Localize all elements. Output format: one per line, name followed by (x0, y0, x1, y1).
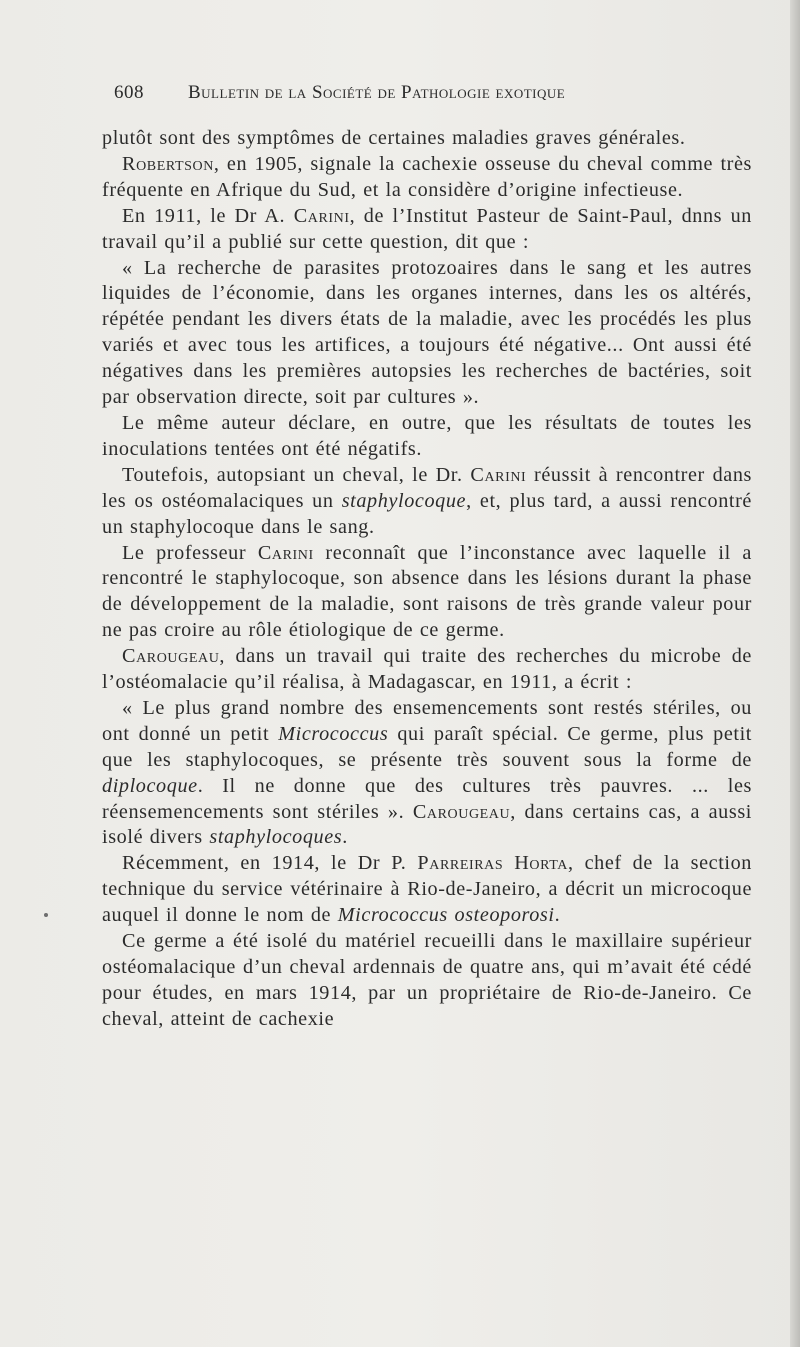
text-run: Le professeur (122, 541, 258, 564)
italic-term: diplocoque (102, 774, 198, 797)
paragraph (102, 204, 752, 256)
text-run: plutôt sont des symptômes de certaines maladies graves générales. (102, 127, 686, 149)
text-run: . (342, 826, 348, 849)
text-run: Ce germe a été isolé du matériel recueilli dans le maxillaire supérieur ostéomalacique d’un cheval ardennais de quatre ans, qui m’avait été cédé pour études, en mars 1914, par un propriétaire de Rio-de-Janeiro. Ce cheval, atteint de cachexie (102, 930, 752, 1030)
paragraph (102, 696, 752, 851)
body-text (102, 126, 752, 1033)
text-run: , en 1905, signale la cachexie osseuse du cheval comme très fréquente en Afrique du Sud, et la considère d’origine infectieuse. (102, 152, 752, 201)
text-run: Toutefois, autopsiant un cheval, le Dr. (122, 463, 471, 486)
paragraph (102, 411, 752, 463)
text-run: , dans certains cas, a aussi isolé divers (102, 800, 752, 849)
paragraph (102, 256, 752, 411)
text-run: « Le plus grand nombre des ensemencements sont restés stériles, ou ont donné un petit (102, 696, 752, 745)
author-name: Carini (293, 204, 350, 227)
paragraph (102, 644, 752, 696)
paragraph (102, 126, 752, 152)
author-name: Carougeau (122, 645, 220, 668)
journal-title: Bulletin de la Société de Pathologie exotique (188, 82, 566, 103)
text-run: , dans un travail qui traite des recherches du microbe de l’ostéomalacie qu’il réalisa, à Madagascar, en 1911, a écrit : (102, 645, 752, 694)
paragraph (102, 929, 752, 1033)
italic-term: Micrococcus (278, 722, 389, 745)
text-run: . Il ne donne que des cultures très pauvres. ... les réensemencements sont stériles ». (102, 774, 752, 823)
text-run: , et, plus tard, a aussi rencontré un staphylocoque dans le sang. (102, 489, 752, 538)
text-run: . (554, 904, 561, 927)
running-head (114, 82, 644, 112)
author-name: Carougeau (412, 800, 511, 823)
text-run: , de l’Institut Pasteur de Saint-Paul, dnns un travail qu’il a publié sur cette question, dit que : (102, 204, 753, 253)
text-run: qui paraît spécial. Ce germe, plus petit que les staphylocoques, se présente très souvent sous la forme de (102, 722, 753, 771)
paragraph (102, 851, 752, 929)
paragraph (102, 463, 752, 541)
text-run: « La recherche de parasites protozoaires dans le sang et les autres liquides de l’économie, dans les organes internes, dans les os altérés, répétée pendant les divers états de la maladie, avec les procédés les plus variés et avec tous les artifices, a toujours été négative... Ont aussi été négatives dans les premières autopsies les recherches de bactéries, soit par observation directe, soit par cultures ». (102, 256, 752, 409)
italic-term: Micrococcus osteoporosi (337, 904, 555, 927)
text-run: Récemment, en 1914, le Dr P. (122, 852, 418, 875)
text-run: réussit à rencontrer dans les os ostéomalaciques un (102, 463, 752, 512)
page-number: 608 (114, 82, 144, 103)
paragraph (102, 541, 752, 645)
text-run: , chef de la section technique du service vétérinaire à Rio-de-Janeiro, a décrit un microcoque auquel il donne le nom de (102, 852, 752, 927)
text-run: En 1911, le Dr A. (122, 204, 294, 227)
author-name: Carini (470, 463, 527, 486)
italic-term: staphylocoques (209, 826, 343, 849)
paper-speck (44, 913, 48, 917)
author-name: Carini (257, 541, 314, 564)
author-name: Parreiras Horta (417, 852, 568, 875)
author-name: Robertson (122, 152, 214, 175)
text-run: Le même auteur déclare, en outre, que les résultats de toutes les inoculations tentées ont été négatifs. (102, 411, 752, 460)
text-run: reconnaît que l’inconstance avec laquelle il a rencontré le staphylocoque, son absence dans les lésions durant la phase de développement de la maladie, sont raisons de très grande valeur pour ne pas croire au rôle étiologique de ce germe. (102, 541, 752, 642)
page-edge-shadow (790, 0, 800, 1347)
italic-term: staphylocoque (341, 489, 467, 512)
paragraph (102, 152, 752, 204)
